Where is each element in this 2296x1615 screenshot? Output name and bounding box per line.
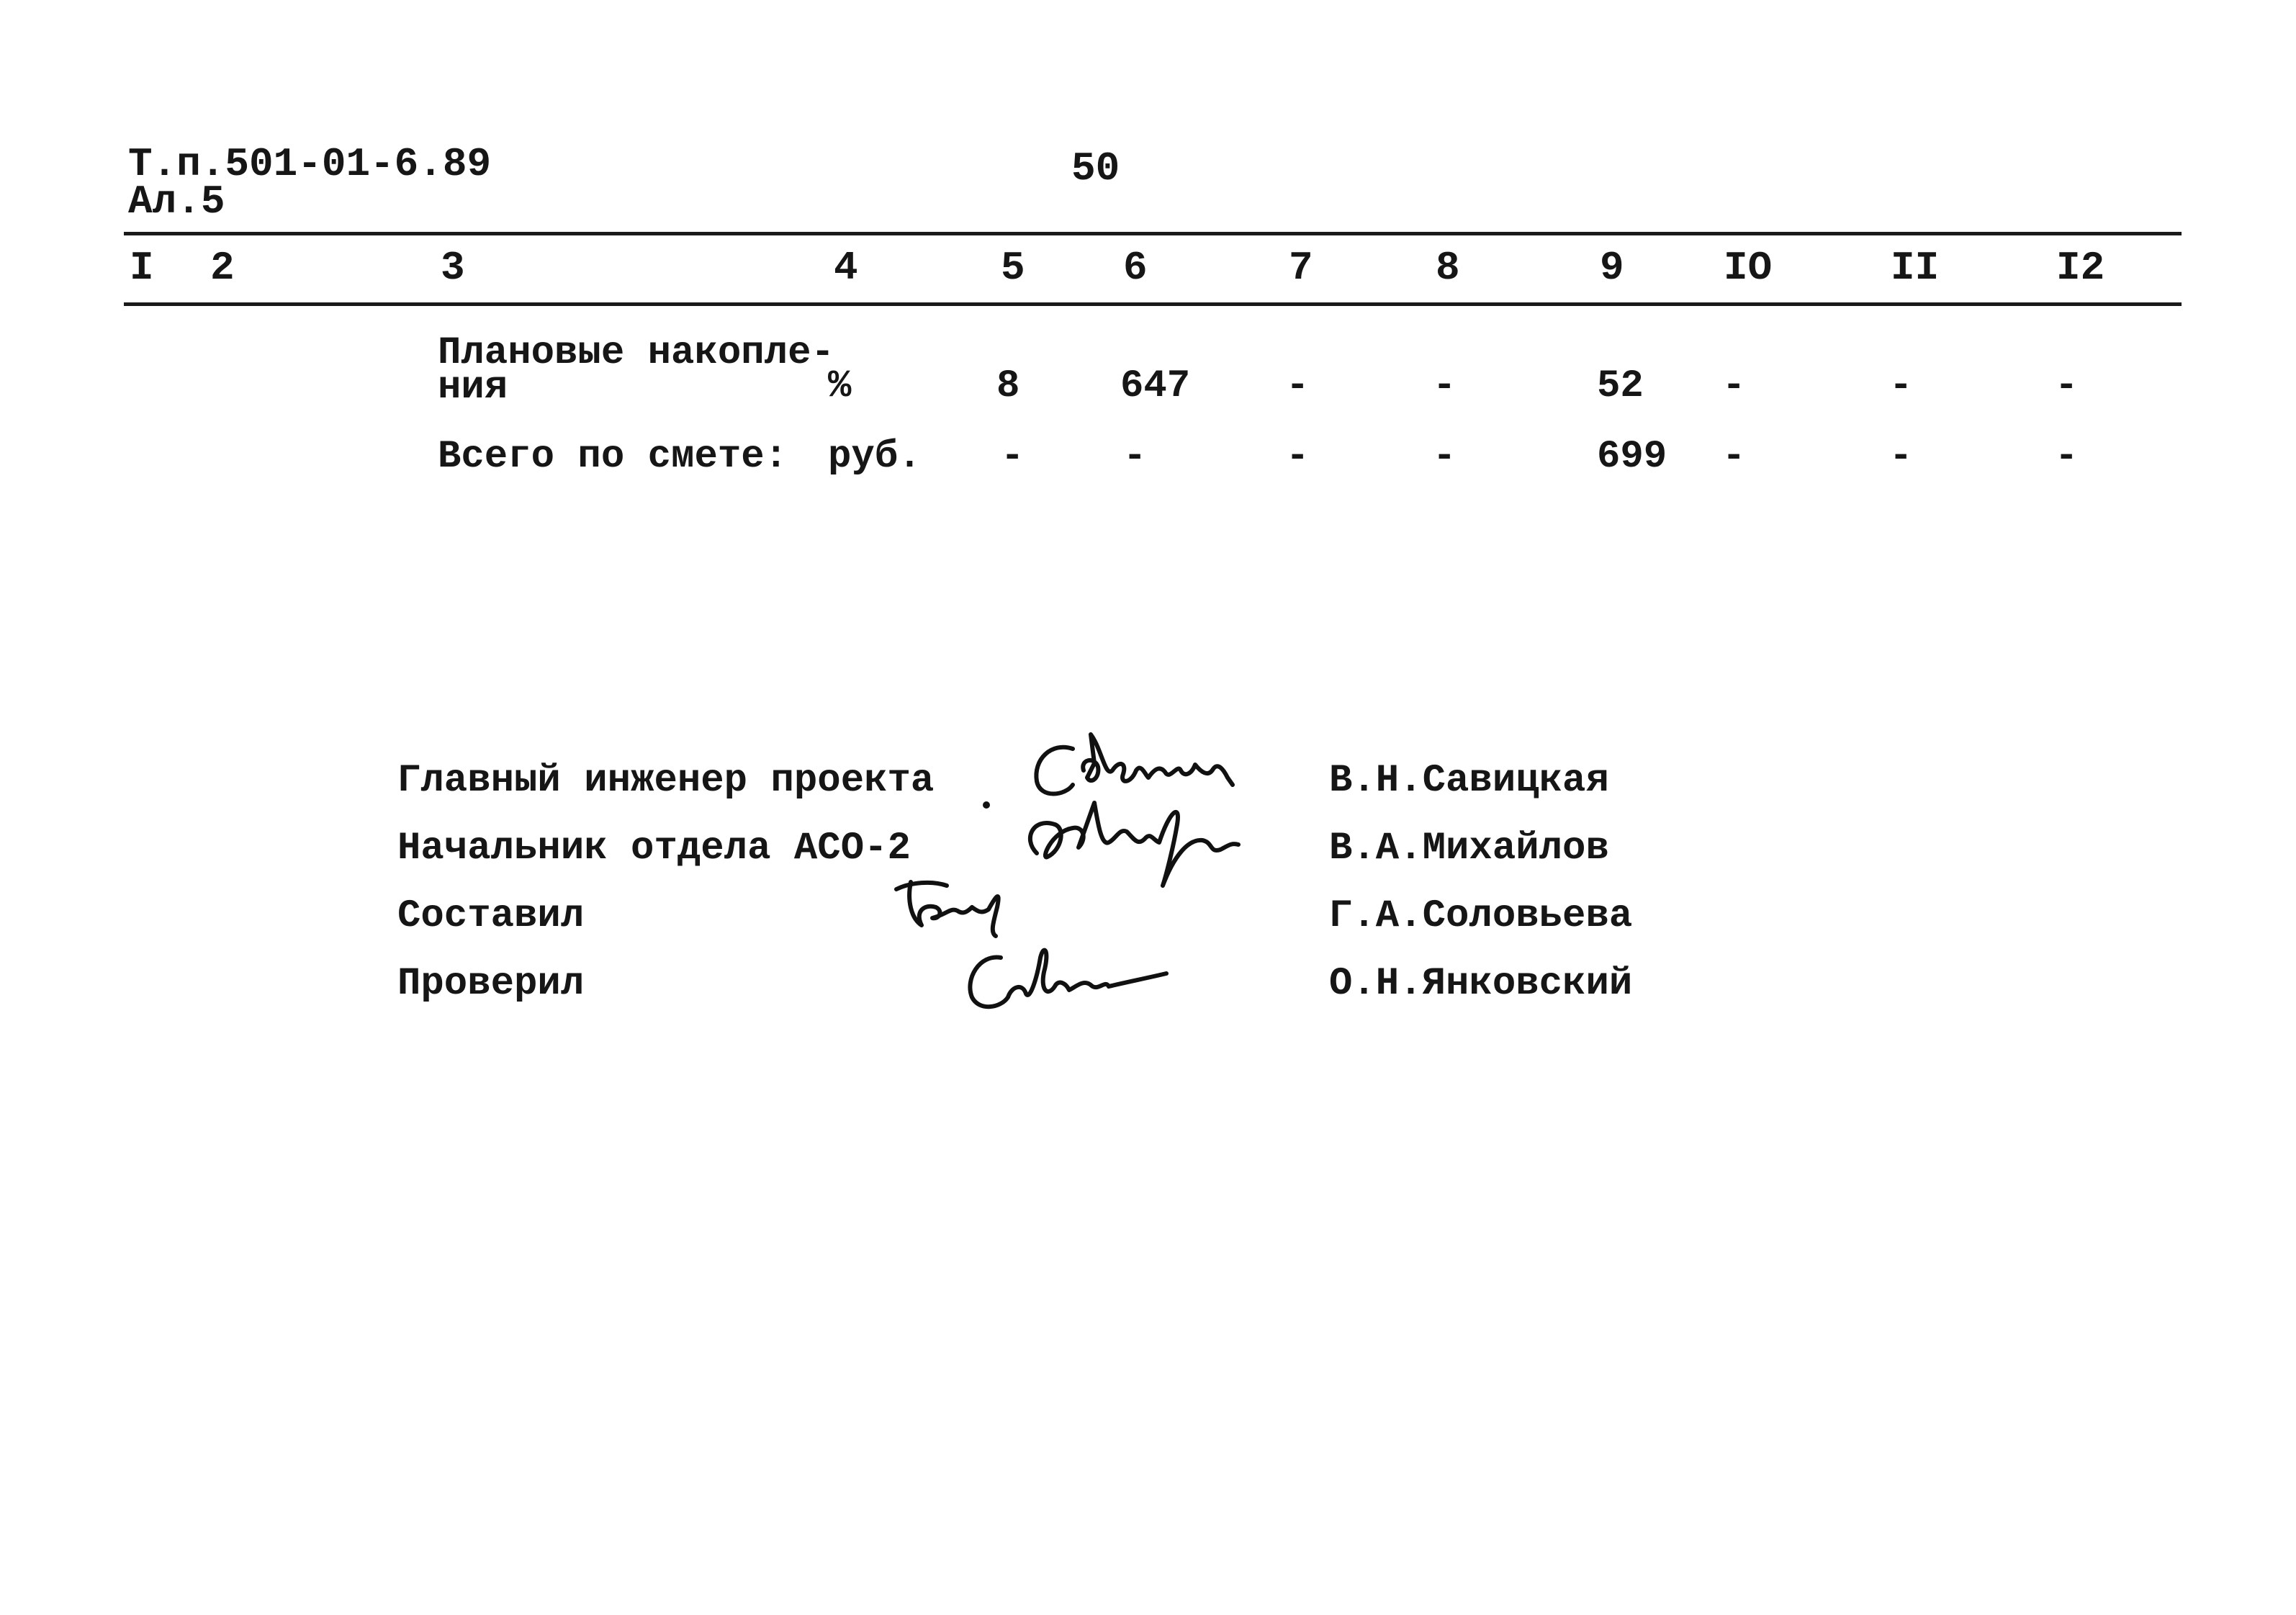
column-header: 4 (834, 245, 858, 291)
cell-col6: - (1123, 435, 1147, 479)
row-name-continuation: ния (438, 366, 508, 410)
cell-col9: 52 (1597, 364, 1644, 408)
cell-col7: - (1286, 364, 1310, 408)
cell-col11: - (1889, 435, 1913, 479)
column-header: I (130, 245, 154, 291)
cell-col10: - (1722, 364, 1746, 408)
table-header-rule (124, 302, 2182, 306)
signatory-name: Г.А.Соловьева (1329, 894, 1633, 938)
signatory-name: В.А.Михайлов (1329, 827, 1609, 871)
signatory-name: О.Н.Янковский (1329, 962, 1633, 1006)
cell-col8: - (1433, 364, 1457, 408)
cell-col9: 699 (1597, 435, 1667, 479)
album-number: Ал.5 (128, 179, 225, 225)
column-header: 7 (1289, 245, 1313, 291)
cell-col7: - (1286, 435, 1310, 479)
column-header: 6 (1123, 245, 1148, 291)
handwritten-signature-4 (950, 929, 1181, 1022)
row-unit: % (828, 364, 852, 408)
table-top-rule (124, 232, 2182, 235)
cell-col12: - (2055, 364, 2079, 408)
column-header: II (1891, 245, 1940, 291)
cell-col5: - (1001, 435, 1025, 479)
cell-col6: 647 (1120, 364, 1191, 408)
signature-role: Проверил (397, 962, 585, 1006)
column-header: 2 (210, 245, 235, 291)
column-header: 3 (441, 245, 465, 291)
cell-col8: - (1433, 435, 1457, 479)
cell-col11: - (1889, 364, 1913, 408)
row-name: Плановые накопле- (438, 331, 834, 375)
signatory-name: В.Н.Савицкая (1329, 759, 1609, 803)
column-header: 9 (1600, 245, 1624, 291)
document-code: Т.п.501-01-6.89 (128, 141, 492, 187)
signature-role: Начальник отдела АСО-2 (397, 827, 911, 871)
column-header: I2 (2056, 245, 2105, 291)
signature-role: Главный инженер проекта (397, 759, 935, 803)
column-header: 8 (1436, 245, 1460, 291)
cell-col5: 8 (996, 364, 1020, 408)
column-header: IO (1724, 245, 1773, 291)
row-name: Всего по смете: (438, 435, 788, 479)
signature-role: Составил (397, 894, 585, 938)
cell-col12: - (2055, 435, 2079, 479)
cell-col10: - (1722, 435, 1746, 479)
row-unit: руб. (828, 435, 922, 479)
column-header: 5 (1001, 245, 1025, 291)
page-number: 50 (1071, 145, 1120, 192)
